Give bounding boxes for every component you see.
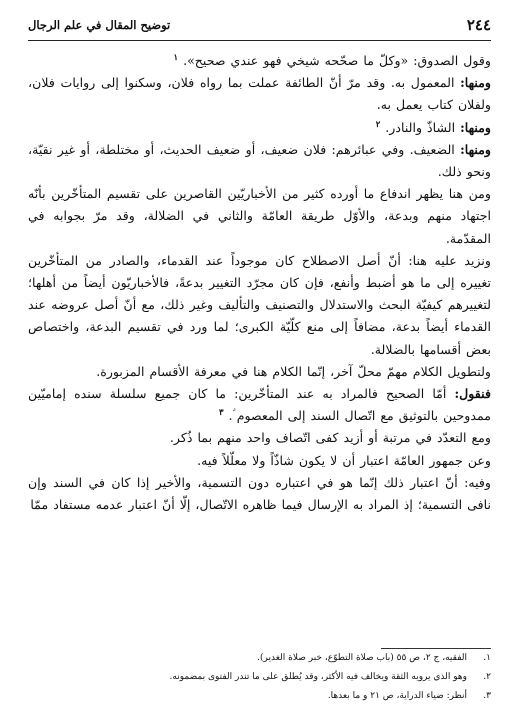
paragraph-text: ونزيد عليه هنا: أنّ أصل الاصطلاح كان موجوداً عند القدماء، والصادر من المتأخّرين تغييره إلى ما هو أضبط وأنفع، فإن كان مجرّد التغيير بدعةً، فالأخباريّون أيضاً من أهلها؛ لتغييرهم كيفيّة البحث والاستدلال والتصنيف والتأليف وغير ذلك، مع أنّ أصل عروضه عند القدماء أيضاً بدعة، مضافاً إلى منع كلّيّة الكبرى؛ لما ورد في تقسيم البدعة، واختصاص بعض أقسامها بالضلالة. — [28, 252, 491, 357]
paragraph-text: الشاذّ والنادر. — [385, 119, 461, 135]
paragraph — [28, 450, 491, 472]
footnote-text: وهو الذي يرويه الثقة ويخالف فيه الأكثر، وقد يُطلق على ما تندر الفتوى بمضمونه. — [169, 672, 467, 682]
paragraph — [28, 250, 491, 361]
footnote-text: أنظر: ضياء الدراية، ص ٢١ و ما بعدها. — [327, 691, 467, 701]
footnotes — [28, 648, 491, 706]
paragraph — [28, 383, 491, 427]
paragraph-text: ومع التعدّد في مرتبة أو أزيد كفى اتّصاف واحد منهم بما ذُكر. — [169, 430, 491, 446]
footnote-ref[interactable]: ٣ — [218, 408, 224, 419]
footnote-number: ٢. — [483, 672, 491, 682]
page-header — [28, 10, 491, 41]
footnote-ref[interactable]: ١ — [173, 52, 179, 63]
paragraph-lead: ومنها: — [460, 141, 491, 157]
page-number: ٢٤٤ — [466, 16, 491, 34]
paragraph — [28, 361, 491, 383]
footnote — [28, 649, 491, 668]
paragraph — [28, 117, 491, 139]
paragraph — [28, 72, 491, 116]
main-text — [28, 50, 491, 636]
footnote — [28, 668, 491, 687]
footnote-number: ١. — [483, 653, 491, 663]
paragraph-text: ولتطويل الكلام مهمّ محلّ آخر، إنّما الكلام هنا في معرفة الأقسام المزبورة. — [96, 363, 491, 379]
paragraph-text: ومن هنا يظهر اندفاع ما أورده كثير من الأخباريّين القاصرين على تقسيم المتأخّرين بأنّه اجتهاد منهم وبدعة، والأوّل طريقة العامّة والثاني في الضلالة، وقد مرّ بجوابه في المقدّمة. — [28, 186, 491, 246]
footnote-text: الفقيه، ج ٢، ص ٥٥ (باب صلاة التطوّع، خبر صلاة الغدير). — [257, 653, 467, 663]
running-title: توضيح المقال في علم الرجال — [28, 18, 171, 32]
footnote-number: ٣. — [483, 691, 491, 701]
paragraph-text: المعمول به. وقد مرّ أنّ الطائفة عملت بما رواه فلان، وسكنوا إلى روايات فلان، ولفلان كتاب يعمل به. — [28, 75, 491, 113]
paragraph-text: وعن جمهور العامّة اعتبار أن لا يكون شاذّاً ولا معلّلاً فيه. — [197, 452, 491, 468]
paragraph-text: وقول الصدوق: «وكلّ ما صحّحه شيخي فهو عندي صحيح». — [183, 53, 491, 68]
paragraph — [28, 50, 491, 72]
paragraph-text: أمّا الصحيح فالمراد به عند المتأخّرين: ما كان جميع سلسلة سنده إماميّين ممدوحين بالتوثيق مع اتّصال السند إلى المعصوم ؑ. — [28, 386, 491, 424]
paragraph — [28, 139, 491, 183]
paragraph — [28, 472, 491, 516]
paragraph — [28, 427, 491, 449]
paragraph-text: وفيه: أنّ اعتبار ذلك إنّما هو في اعتباره دون التسمية، والأخير إذا كان في السند وإن نافى التسمية؛ إذ المراد به الإرسال فيما ظاهره الاتّصال، إلّا أنّ اعتبار عدمه مستفاد ممّا — [28, 474, 491, 513]
paragraph-lead: ومنها: — [460, 119, 491, 135]
footnote — [28, 687, 491, 706]
paragraph-lead: ومنها: — [460, 75, 491, 91]
paragraph — [28, 183, 491, 250]
paragraph-lead: فنقول: — [454, 386, 491, 402]
footnote-ref[interactable]: ٢ — [375, 119, 381, 130]
paragraph-text: الضعيف. وفي عبائرهم: فلان ضعيف، أو ضعيف الحديث، أو مختلطة، أو غير نقيّة، ونحو ذلك. — [28, 141, 491, 180]
